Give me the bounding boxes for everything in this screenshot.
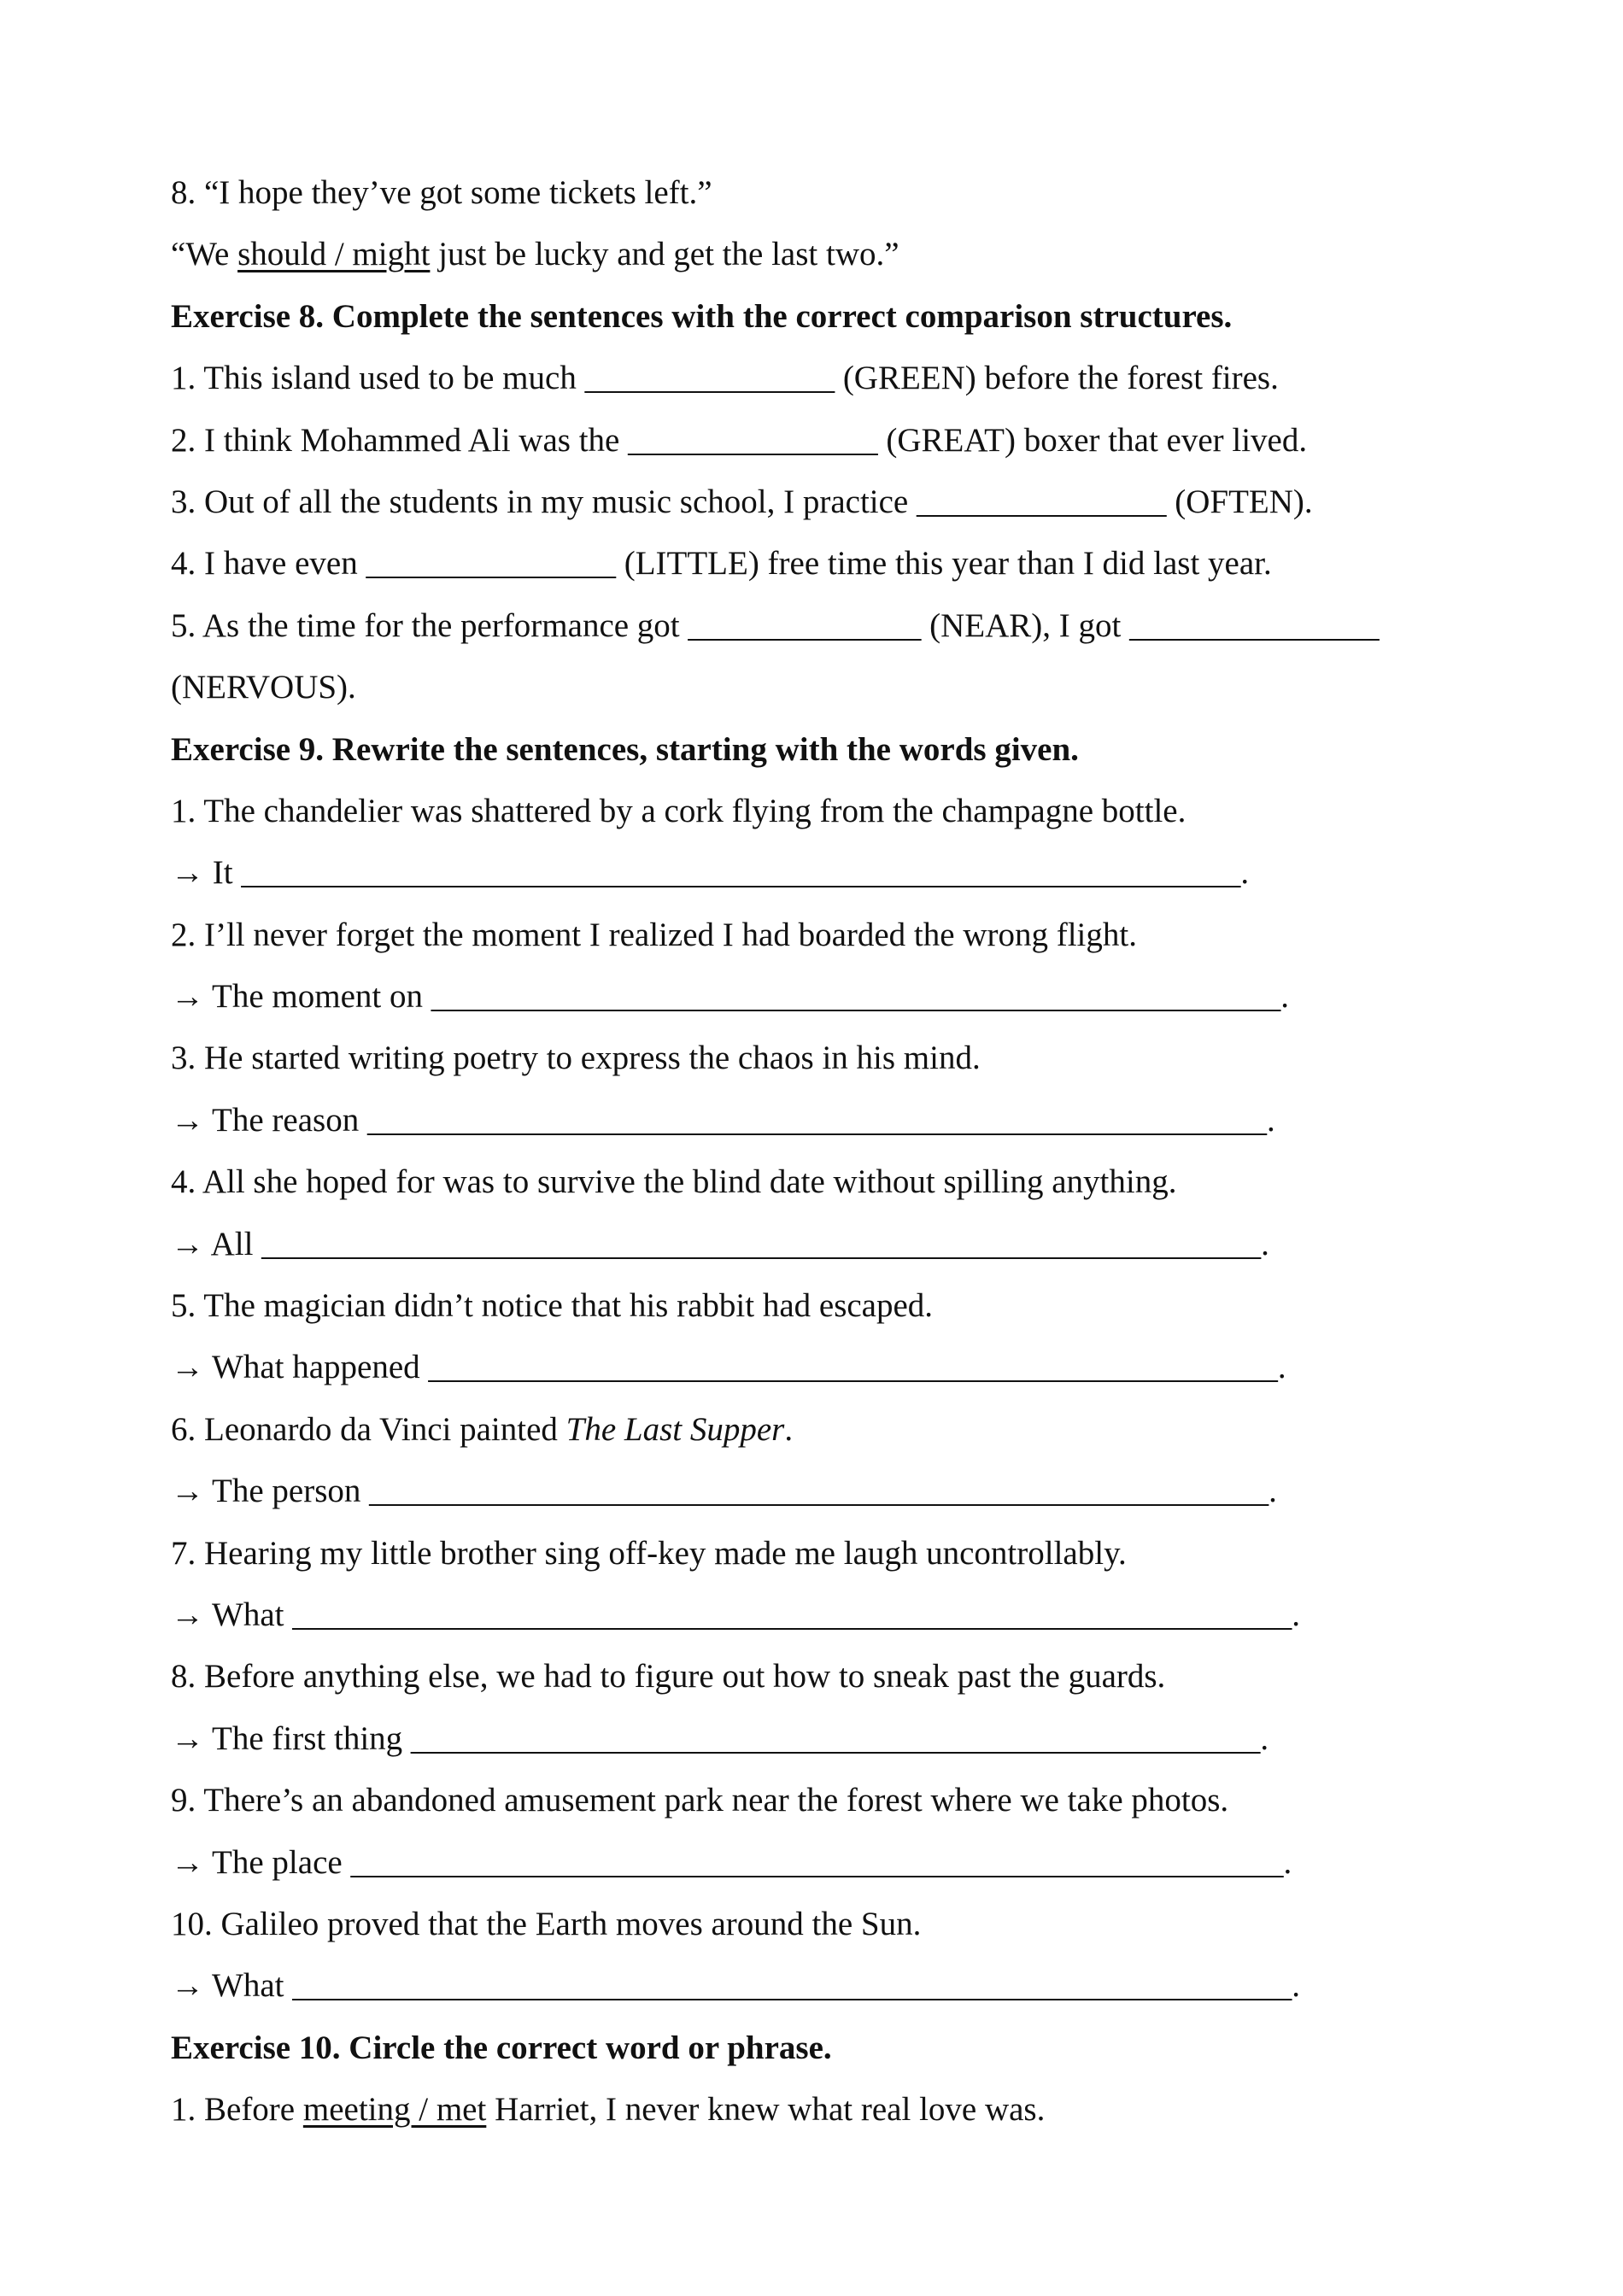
exercise9-heading: Exercise 9. Rewrite the sentences, starting with the words given.: [171, 730, 1079, 768]
ex9-answer-5: → What happened ___________________________________________________.: [171, 1349, 1286, 1386]
ex8-item-1: 1. This island used to be much _______________ (GREEN) before the forest fires.: [171, 360, 1279, 397]
exercise8-heading: Exercise 8. Complete the sentences with the correct comparison structures.: [171, 297, 1233, 335]
ex9-question-2: 2. I’ll never forget the moment I realized I had boarded the wrong flight.: [171, 916, 1137, 953]
ex9-q6-title: The Last Supper: [565, 1410, 785, 1448]
ex8-item-5: 5. As the time for the performance got ______________ (NEAR), I got _______________: [171, 606, 1380, 644]
ex7-q8-choice[interactable]: should / might: [237, 236, 431, 273]
ex7-q8-answer-open: “We: [171, 236, 238, 273]
ex9-q6-suffix: .: [784, 1410, 794, 1448]
ex9-question-7: 7. Hearing my little brother sing off-key made me laugh uncontrollably.: [171, 1534, 1127, 1572]
ex9-q6-prefix: 6. Leonardo da Vinci painted: [171, 1410, 566, 1448]
ex9-answer-2: → The moment on ___________________________________________________.: [171, 978, 1289, 1016]
exercise10-heading: Exercise 10. Circle the correct word or phrase.: [171, 2029, 832, 2066]
ex9-answer-4: → All ____________________________________________________________.: [171, 1225, 1269, 1262]
ex9-answer-8: → The first thing ___________________________________________________.: [171, 1719, 1269, 1757]
ex9-answer-3: → The reason ______________________________________________________.: [171, 1101, 1275, 1139]
ex9-answer-9: → The place ________________________________________________________.: [171, 1843, 1292, 1881]
ex7-q8-prompt: 8. “I hope they’ve got some tickets left.”: [171, 174, 712, 211]
ex8-item-5-continued: (NERVOUS).: [171, 669, 356, 706]
ex10-question-1: [171, 2079, 1503, 2141]
ex9-answer-7: → What ____________________________________________________________.: [171, 1596, 1301, 1633]
ex8-item-3: 3. Out of all the students in my music school, I practice _______________ (OFTEN).: [171, 483, 1313, 520]
ex9-answer-10: → What ____________________________________________________________.: [171, 1967, 1301, 2005]
ex10-q1-prefix: 1. Before: [171, 2091, 303, 2129]
ex8-item-2: 2. I think Mohammed Ali was the _______________ (GREAT) boxer that ever lived.: [171, 421, 1308, 459]
ex9-question-9: 9. There’s an abandoned amusement park near the forest where we take photos.: [171, 1782, 1229, 1819]
worksheet-page: [171, 162, 1503, 2141]
ex9-question-5: 5. The magician didn’t notice that his rabbit had escaped.: [171, 1287, 934, 1325]
ex7-q8-answer: [171, 224, 1503, 285]
ex8-item-4: 4. I have even _______________ (LITTLE) free time this year than I did last year.: [171, 545, 1272, 583]
ex9-question-1: 1. The chandelier was shattered by a cork flying from the champagne bottle.: [171, 792, 1186, 829]
ex9-question-4: 4. All she hoped for was to survive the blind date without spilling anything.: [171, 1163, 1177, 1201]
ex10-q1-choice[interactable]: meeting / met: [302, 2091, 487, 2129]
ex9-question-8: 8. Before anything else, we had to figure out how to sneak past the guards.: [171, 1658, 1166, 1696]
ex9-question-6: [171, 1399, 1503, 1461]
ex10-q1-suffix: Harriet, I never knew what real love was.: [486, 2091, 1046, 2129]
ex7-q8-answer-close: just be lucky and get the last two.”: [430, 236, 899, 273]
ex9-answer-1: → It ____________________________________________________________.: [171, 854, 1250, 892]
ex9-question-10: 10. Galileo proved that the Earth moves around the Sun.: [171, 1905, 922, 1942]
ex9-question-3: 3. He started writing poetry to express the chaos in his mind.: [171, 1040, 981, 1077]
ex9-answer-6: → The person ______________________________________________________.: [171, 1473, 1277, 1510]
